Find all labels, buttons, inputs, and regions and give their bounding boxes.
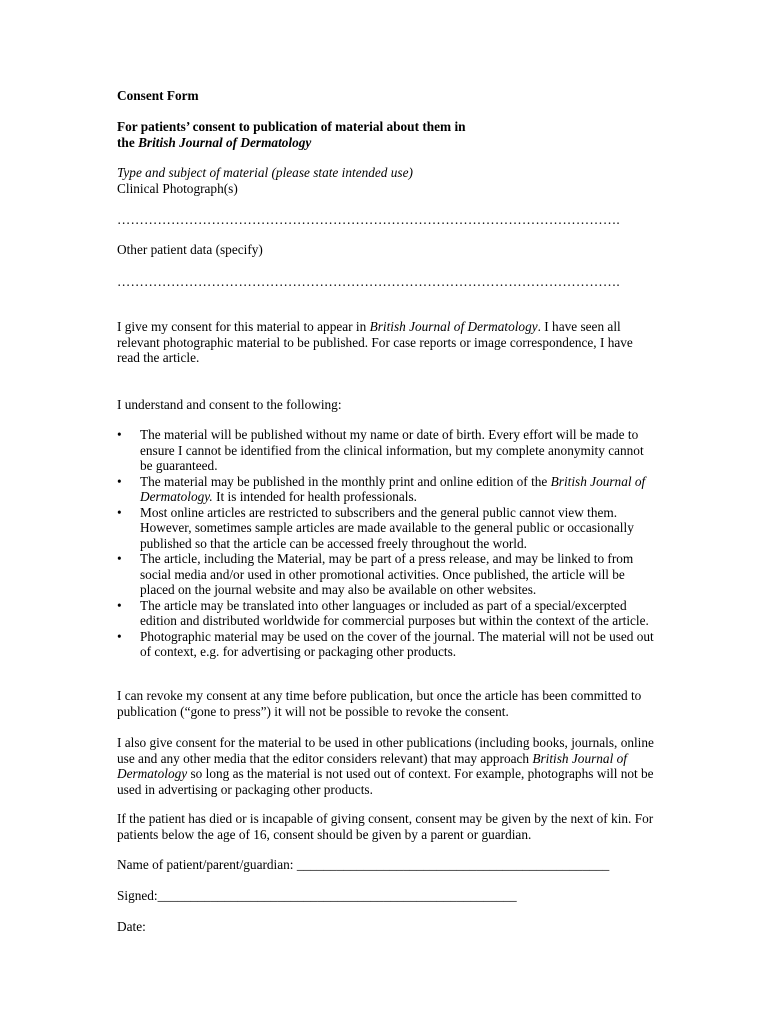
subtitle-line-2-prefix: the xyxy=(117,134,139,150)
bullet-item xyxy=(117,427,657,474)
bullet-text: The material will be published without my name or date of birth. Every effort will be made to ensure I cannot be identified from the clinical information, but my complete anonymity cannot be guaranteed. xyxy=(140,427,644,473)
bullet-item xyxy=(117,474,657,505)
signature-field[interactable]: ______________________________________________________ xyxy=(157,888,517,903)
material-type-section xyxy=(117,165,657,196)
material-type-value[interactable]: Clinical Photograph(s) xyxy=(117,180,238,196)
bullet-item xyxy=(117,629,657,660)
other-data-dotted-line[interactable]: …………………………………………………………………………………………………. xyxy=(117,274,620,289)
other-patient-data-label: Other patient data (specify) xyxy=(117,242,263,257)
consent-journal-name: British Journal of Dermatology xyxy=(369,319,538,334)
subtitle-journal-name: British Journal of Dermatology xyxy=(138,134,312,150)
material-type-prompt: Type and subject of material (please state intended use) xyxy=(117,165,413,180)
other-pubs-journal-name: British Journal of Dermatology xyxy=(117,750,627,781)
bullet-glyph: • xyxy=(117,473,122,489)
bullet-glyph: • xyxy=(117,597,122,613)
bullet-text: The material may be published in the monthly print and online edition of the xyxy=(140,473,551,489)
date-label[interactable]: Date: xyxy=(117,919,146,934)
understand-heading: I understand and consent to the following: xyxy=(117,397,342,412)
bullet-item xyxy=(117,505,657,552)
bullet-item xyxy=(117,598,657,629)
consent-paragraph xyxy=(117,319,657,366)
bullet-text-post: It is intended for health professionals. xyxy=(212,489,417,504)
other-pubs-text-post: so long as the material is not used out of context. For example, photographs will not be used in advertising or packaging other products. xyxy=(117,766,654,797)
other-pubs-text-pre: I also give consent for the material to be used in other publications (including books, journals, online use and any other media that the editor considers relevant) that may approach xyxy=(117,735,654,766)
bullet-item xyxy=(117,551,657,598)
form-title: Consent Form xyxy=(117,88,199,103)
bullet-glyph: • xyxy=(117,628,122,644)
bullet-glyph: • xyxy=(117,551,122,566)
consent-bullet-list xyxy=(117,427,657,660)
bullet-journal-name: British Journal of Dermatology. xyxy=(140,473,646,504)
other-publications-paragraph xyxy=(117,735,657,797)
consent-text-pre: I give my consent for this material to appear in xyxy=(117,319,370,334)
form-subtitle xyxy=(117,119,657,150)
signature-row xyxy=(117,888,657,904)
patient-name-label: Name of patient/parent/guardian: xyxy=(117,857,297,872)
bullet-glyph: • xyxy=(117,427,122,442)
bullet-text: Most online articles are restricted to subscribers and the general public cannot view them. However, sometimes sample articles are made available to the general public or occasionally published so that the article can be accessed freely throughout the world. xyxy=(140,504,634,551)
material-dotted-line[interactable]: …………………………………………………………………………………………………. xyxy=(117,212,620,227)
bullet-text: Photographic material may be used on the cover of the journal. The material will not be used out of context, e.g. for advertising or packaging other products. xyxy=(140,628,654,659)
revoke-paragraph: I can revoke my consent at any time before publication, but once the article has been committed to publication (“gone to press”) it will not be possible to revoke the consent. xyxy=(117,688,642,719)
subtitle-line-1: For patients’ consent to publication of material about them in xyxy=(117,119,466,134)
consent-text-post: . I have seen all relevant photographic material to be published. For case reports or image correspondence, I have read the article. xyxy=(117,319,633,365)
deceased-patient-paragraph: If the patient has died or is incapable of giving consent, consent may be given by the next of kin. For patients below the age of 16, consent should be given by a parent or guardian. xyxy=(117,811,654,842)
patient-name-field[interactable]: _______________________________________________ xyxy=(296,857,610,872)
bullet-glyph: • xyxy=(117,504,122,520)
bullet-text: The article may be translated into other languages or included as part of a special/excerpted edition and distributed worldwide for commercial purposes but within the context of the article. xyxy=(140,597,649,628)
bullet-text: The article, including the Material, may be part of a press release, and may be linked to from social media and/or used in other promotional activities. Once published, the article will be placed on the journal website and may also be available on other websites. xyxy=(140,551,634,597)
patient-name-row xyxy=(117,857,657,873)
signed-label: Signed: xyxy=(117,888,158,903)
